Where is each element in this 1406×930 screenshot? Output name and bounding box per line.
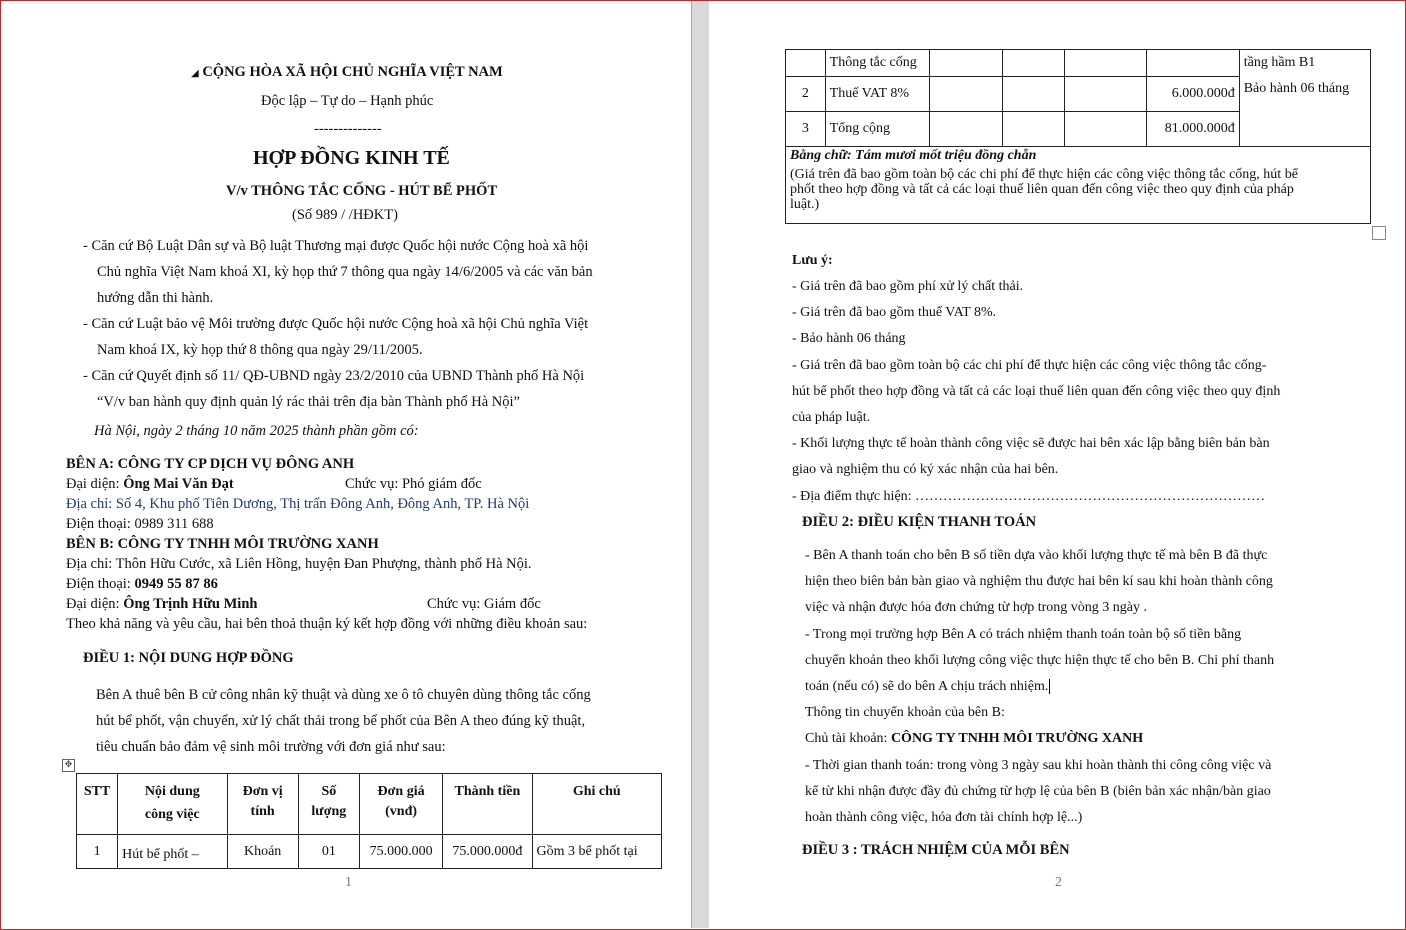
text-cursor bbox=[1049, 679, 1050, 694]
header-content: Nội dung công việc bbox=[118, 774, 227, 835]
party-b-heading: BÊN B: CÔNG TY TNHH MÔI TRƯỜNG XANH bbox=[66, 536, 379, 552]
move-handle-icon[interactable]: ✥ bbox=[62, 759, 75, 772]
contract-subject: V/v THÔNG TẮC CỐNG - HÚT BỂ PHỐT bbox=[226, 183, 498, 199]
header-amount: Thành tiền bbox=[443, 774, 532, 835]
article-3-heading: ĐIỀU 3 : TRÁCH NHIỆM CỦA MỖI BÊN bbox=[802, 842, 1070, 858]
gutter-divider bbox=[691, 1, 692, 928]
list-item: - Giá trên đã bao gồm thuế VAT 8%. bbox=[792, 305, 997, 321]
party-a-address: Địa chỉ: Số 4, Khu phố Tiên Dương, Thị trấn Đông Anh, Đông Anh, TP. Hà Nội bbox=[66, 496, 530, 512]
article-1-heading: ĐIỀU 1: NỘI DUNG HỢP ĐỒNG bbox=[83, 650, 294, 666]
party-b-position: Chức vụ: Giám đốc bbox=[427, 596, 541, 612]
price-table bbox=[76, 773, 662, 869]
contract-title: HỢP ĐỒNG KINH TẾ bbox=[253, 147, 450, 169]
header-unit-price: Đơn giá (vnđ) bbox=[359, 774, 442, 835]
notes-list bbox=[792, 274, 1280, 510]
party-a-rep: Đại diện: Ông Mai Văn Đạt bbox=[66, 476, 234, 492]
party-a-heading: BÊN A: CÔNG TY CP DỊCH VỤ ĐÔNG ANH bbox=[66, 456, 355, 472]
list-item: giao và nghiệm thu có ký xác nhận của hai bên. bbox=[792, 462, 1059, 478]
collapse-triangle-icon[interactable]: ◢ bbox=[191, 68, 199, 79]
list-item: - Giá trên đã bao gồm toàn bộ các chi phí để thực hiện các công việc thông tắc cống- bbox=[792, 357, 1267, 373]
table-row: 3 Tổng cộng 81.000.000đ bbox=[786, 112, 1371, 147]
header-note: Ghi chú bbox=[532, 774, 661, 835]
page-number-2: 2 bbox=[1055, 875, 1062, 890]
party-a-phone: Điện thoại: 0989 311 688 bbox=[66, 516, 214, 532]
document-page-1[interactable] bbox=[1, 1, 691, 928]
party-b-phone: Điện thoại: 0949 55 87 86 bbox=[66, 576, 218, 592]
date-line: Hà Nội, ngày 2 tháng 10 năm 2025 thành phần gồm có: bbox=[94, 423, 419, 439]
note-cell: tầng hầm B1 Bảo hành 06 tháng bbox=[1239, 50, 1370, 147]
motto: Độc lập – Tự do – Hạnh phúc bbox=[261, 93, 434, 109]
separator: -------------- bbox=[314, 121, 382, 137]
in-words-cell: Bằng chữ: Tám mươi mốt triệu đồng chẵn (Giá trên đã bao gồm toàn bộ các chi phí để thực hiện các công việc thông tắc cống, hút bể phốt theo hợp đồng và tất cả các loại thuế liên quan đến công việc theo quy định của pháp luật.) bbox=[786, 147, 1371, 224]
basis-2: - Căn cứ Luật bảo vệ Môi trường được Quốc hội nước Cộng hoà xã hội Chủ nghĩa Việt Nam khoá IX, kỳ họp thứ 8 thông qua ngày 29/11/2005. bbox=[83, 316, 589, 358]
article-2-heading: ĐIỀU 2: ĐIỀU KIỆN THANH TOÁN bbox=[802, 514, 1037, 530]
list-item: của pháp luật. bbox=[792, 410, 871, 426]
resize-handle-icon[interactable] bbox=[1372, 226, 1386, 240]
header-unit: Đơn vị tính bbox=[227, 774, 298, 835]
list-item: - Khối lượng thực tế hoàn thành công việc sẽ được hai bên xác lập bằng biên bản bàn bbox=[792, 436, 1270, 452]
list-item: - Địa điểm thực hiện: ………………………………………………………………… bbox=[792, 488, 1266, 504]
document-page-2[interactable] bbox=[709, 1, 1403, 928]
table-row bbox=[786, 147, 1371, 224]
header-stt: STT bbox=[77, 774, 118, 835]
table-header-row bbox=[77, 774, 662, 835]
party-b-rep: Đại diện: Ông Trịnh Hữu Minh bbox=[66, 596, 258, 612]
contract-number: (Số 989 / /HĐKT) bbox=[292, 207, 398, 223]
table-row: 1 Hút bể phốt – Khoán 01 75.000.000 75.000.000đ Gồm 3 bể phốt tại bbox=[77, 835, 662, 869]
notes-heading: Lưu ý: bbox=[792, 253, 833, 268]
header-quantity: Số lượng bbox=[298, 774, 359, 835]
party-b-address: Địa chỉ: Thôn Hữu Cước, xã Liên Hồng, huyện Đan Phượng, thành phố Hà Nội. bbox=[66, 556, 532, 572]
list-item: - Giá trên đã bao gồm phí xử lý chất thải. bbox=[792, 279, 1024, 294]
basis-3: - Căn cứ Quyết định số 11/ QĐ-UBND ngày 23/2/2010 của UBND Thành phố Hà Nội “V/v ban hành quy định quản lý rác thải trên địa bàn Thành phố Hà Nội” bbox=[83, 368, 585, 410]
nation-heading bbox=[191, 64, 503, 81]
page-number-1: 1 bbox=[345, 875, 352, 890]
nation-text: CỘNG HÒA XÃ HỘI CHỦ NGHĨA VIỆT NAM bbox=[202, 64, 503, 80]
party-a-position: Chức vụ: Phó giám đốc bbox=[345, 476, 482, 492]
payment-terms: - Bên A thanh toán cho bên B số tiền dựa vào khối lượng thực tế mà bên B đã thực hiện theo biên bản bàn giao và nghiệm thu được hai bên kí sau khi hoàn thành công việc và nhận được hóa đơn chứng từ hợp trong vòng 3 ngày . - Trong mọi trường hợp Bên A có trách nhiệm thanh toán toàn bộ số tiền bằng chuyển khoản theo khối lượng công việc thực hiện thực tế cho bên B. Chi phí thanh toán (nếu có) sẽ do bên A chịu trách nhiệm. Thông tin chuyển khoản của bên B: Chủ tài khoản: CÔNG TY TNHH MÔI TRƯỜNG XANH - Thời gian thanh toán: trong vòng 3 ngày sau khi hoàn thành thi công công việc và kể từ khi nhận được đầy đủ chứng từ hợp lệ của bên B (biên bản xác nhận/bàn giao hoàn thành công việc, hóa đơn tài chính hợp lệ...) bbox=[805, 548, 1275, 826]
agreement-line: Theo khả năng và yêu cầu, hai bên thoả thuận ký kết hợp đồng với những điều khoản sau: bbox=[66, 616, 588, 632]
page-gutter bbox=[691, 1, 709, 928]
list-item: - Bảo hành 06 tháng bbox=[792, 331, 906, 347]
article-1-body: Bên A thuê bên B cử công nhân kỹ thuật và dùng xe ô tô chuyên dùng thông tắc cống hút bể phốt, vận chuyển, xử lý chất thải trong bể phốt của Bên A theo đúng kỹ thuật, tiêu chuẩn bảo đảm vệ sinh môi trường với đơn giá như sau: bbox=[96, 687, 591, 755]
price-table-continued bbox=[785, 49, 1371, 224]
table-row: Thông tắc cống tầng hầm B1 Bảo hành 06 tháng bbox=[786, 50, 1371, 77]
table-row: 2 Thuế VAT 8% 6.000.000đ bbox=[786, 77, 1371, 112]
basis-1: - Căn cứ Bộ Luật Dân sự và Bộ luật Thương mại được Quốc hội nước Cộng hoà xã hội Chủ nghĩa Việt Nam khoá XI, kỳ họp thứ 7 thông qua ngày 14/6/2005 và các văn bản hướng dẫn thi hành. bbox=[83, 238, 593, 306]
list-item: hút bể phốt theo hợp đồng và tất cả các loại thuế liên quan đến công việc theo quy định bbox=[792, 383, 1281, 399]
